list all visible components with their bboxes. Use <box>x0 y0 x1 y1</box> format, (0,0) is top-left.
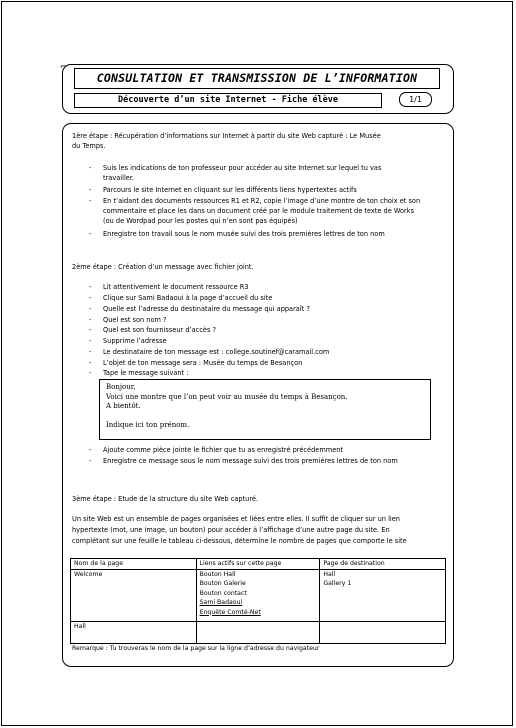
table-cell-page-name: Hall <box>71 621 197 643</box>
step2-bullet: - Supprime l’adresse <box>103 336 167 346</box>
document-title: CONSULTATION ET TRANSMISSION DE L’INFORMATION <box>74 68 440 89</box>
link-entry: Bouton Galerie <box>199 580 246 587</box>
step2-bullet: - L’objet de ton message sera : Musée du temps de Besançon <box>103 358 302 368</box>
step3-heading: 3ème étape : Etude de la structure du site Web capturé. <box>72 495 259 503</box>
table-header: Nom de la page <box>71 559 197 570</box>
step1-bullet-1-line2: travailler. <box>103 174 135 182</box>
step1-bullet-3-line3: (ou de Wordpad pour les postes qui n’en sont pas équipés) <box>103 217 298 225</box>
message-line: Bonjour, <box>106 383 136 391</box>
step1-bullet-3-line1: - En t’aidant des documents ressources R1 et R2, copie l’image d’une montre de ton choix et son <box>103 197 421 205</box>
table-cell-links <box>196 621 320 643</box>
step1-heading: 1ère étape : Récupération d’informations sur Internet à partir du site Web capturé : Le Musée <box>72 132 381 140</box>
table-row <box>71 569 446 621</box>
table-header-row <box>71 559 446 570</box>
step2-heading: 2ème étape : Création d’un message avec fichier joint. <box>72 263 254 271</box>
page-number: 1/1 <box>399 92 432 107</box>
destination-entry: Gallery 1 <box>323 580 352 587</box>
destination-entry: Hall <box>323 570 336 578</box>
step1-bullet-4 <box>103 229 385 239</box>
step1-bullet-1-line1: - Suis les indications de ton professeur pour accéder au site Internet sur lequel tu vas <box>103 164 382 172</box>
step1-bullet-4-line1: - Enregistre ton travail sous le nom musée suivi des trois premières lettres de ton nom <box>103 230 385 238</box>
table-cell-destination <box>320 621 446 643</box>
step2-bullet: - Lit attentivement le document ressource R3 <box>103 282 249 292</box>
step1-bullet-2 <box>103 185 357 195</box>
step2-bullet: - Quel est son nom ? <box>103 315 167 325</box>
step3-paragraph-line: hypertexte (mot, une image, un bouton) pour accéder à l’affichage d’une autre page du site. En <box>72 526 390 534</box>
remark: Remarque : Tu trouveras le nom de la page sur la ligne d’adresse du navigateur <box>72 645 320 652</box>
step2-bullet: - Quel est son fournisseur d’accès ? <box>103 325 216 335</box>
table-header: Liens actifs sur cette page <box>196 559 320 570</box>
step1-bullet-2-line1: - Parcours le site Internet en cliquant sur les différents liens hypertextes actifs <box>103 186 357 194</box>
step2-bullet: - Clique sur Sami Badaoui à la page d’accueil du site <box>103 293 272 303</box>
step2-bullet: - Le destinataire de ton message est : college.soutinef@caramail.com <box>103 347 329 357</box>
document-subtitle: Découverte d’un site Internet - Fiche élève <box>74 93 382 108</box>
message-line: A bientôt. <box>106 402 141 410</box>
step1-bullet-3-line2: commentaire et place les dans un document créé par le module traitement de texte de Works <box>103 207 415 215</box>
corner-mark: ⌐ <box>60 62 67 71</box>
table-cell-links <box>196 569 320 621</box>
table-cell-page-name: Welcome <box>71 569 197 621</box>
step2-bullet-after: - Enregistre ce message sous le nom message suivi des trois premières lettres de ton nom <box>103 456 398 466</box>
step1-bullet-3 <box>103 196 420 226</box>
pages-table <box>70 558 446 644</box>
step2-bullet: - Quelle est l’adresse du destinataire du message qui apparaît ? <box>103 304 310 314</box>
table-cell-destination <box>320 569 446 621</box>
link-entry: Sami Badaoui <box>199 599 243 606</box>
step2-bullet-after: - Ajoute comme pièce jointe le fichier que tu as enregistré précédemment <box>103 445 343 455</box>
step3-paragraph-line: Un site Web est un ensemble de pages organisées et liées entre elles. Il suffit de cliquer sur un lien <box>72 515 400 523</box>
step3-paragraph-line: complétant sur une feuille le tableau ci-dessous, détermine le nombre de pages que comporte le site <box>72 537 407 545</box>
step1-heading-cont: du Temps. <box>72 142 106 150</box>
table-header: Page de destination <box>320 559 446 570</box>
step1-bullet-1 <box>103 163 381 183</box>
message-line <box>106 412 424 422</box>
message-box <box>99 379 431 440</box>
link-entry: Bouton contact <box>199 589 247 597</box>
table-row <box>71 621 446 643</box>
link-entry: Bouton Hall <box>199 570 236 578</box>
message-line: Indique ici ton prénom. <box>106 421 190 429</box>
message-line: Voici une montre que l’on peut voir au musée du temps à Besançon. <box>106 392 348 401</box>
step2-bullet: - Tape le message suivant : <box>103 368 189 378</box>
link-entry: Enquête Comté-Net <box>199 608 261 616</box>
